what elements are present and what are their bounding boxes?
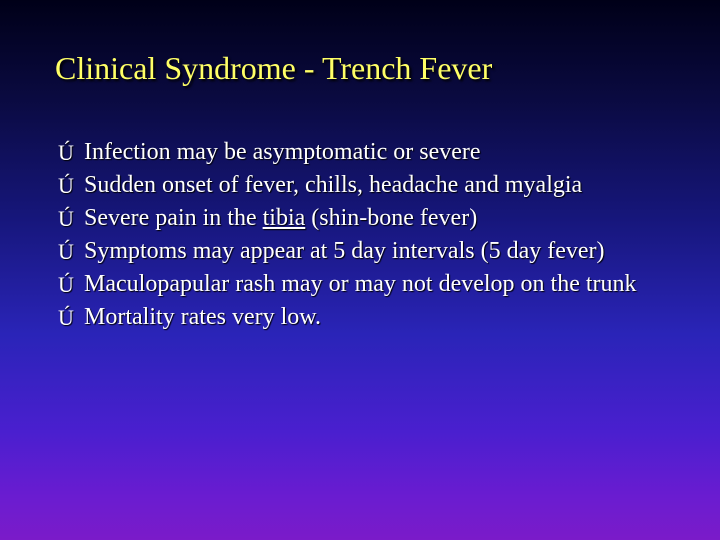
bullet-text: Sudden onset of fever, chills, headache and myalgia	[84, 172, 583, 198]
tibia-link[interactable]: tibia	[262, 205, 306, 231]
bullet-item	[58, 235, 658, 268]
bullet-text-before: Severe pain in the	[84, 205, 263, 231]
bullet-item	[58, 268, 658, 301]
bullet-arrow-icon: Ú	[58, 206, 74, 231]
bullet-text-after: (shin-bone fever)	[305, 205, 478, 231]
bullet-arrow-icon: Ú	[58, 272, 74, 297]
bullet-text: Maculopapular rash may or may not develop on the trunk	[84, 271, 637, 297]
bullet-item	[58, 301, 658, 334]
bullet-text: Symptoms may appear at 5 day intervals (5 day fever)	[84, 238, 605, 264]
bullet-arrow-icon: Ú	[58, 305, 74, 330]
bullet-item	[58, 169, 658, 202]
bullet-arrow-icon: Ú	[58, 239, 74, 264]
bullet-arrow-icon: Ú	[58, 140, 74, 165]
bullet-list	[58, 136, 658, 334]
bullet-arrow-icon: Ú	[58, 173, 74, 198]
bullet-item	[58, 136, 658, 169]
bullet-item	[58, 202, 658, 235]
bullet-text: Infection may be asymptomatic or severe	[84, 139, 481, 165]
bullet-text: Mortality rates very low.	[84, 304, 322, 330]
slide-title: Clinical Syndrome - Trench Fever	[55, 50, 493, 86]
